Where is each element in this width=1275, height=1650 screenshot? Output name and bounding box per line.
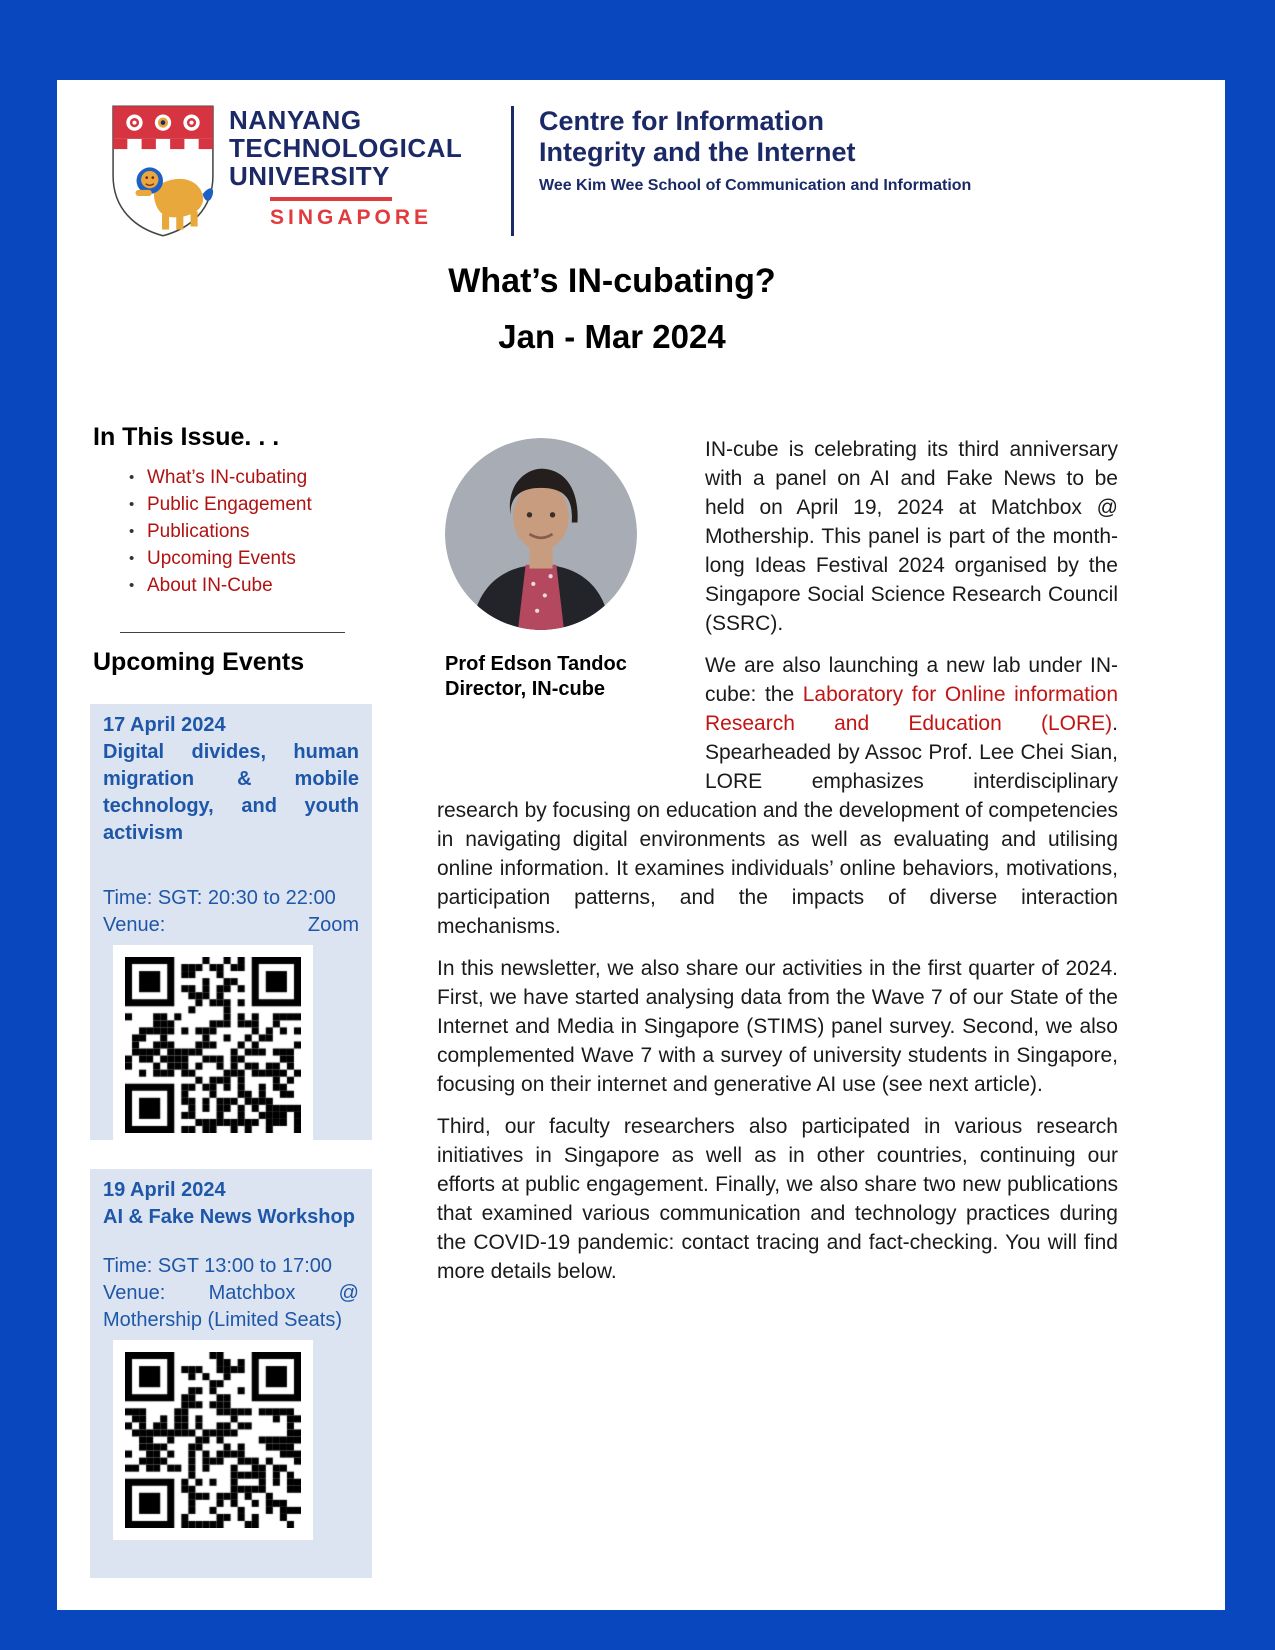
toc-item-public-engagement[interactable]: • Public Engagement <box>119 491 359 518</box>
newsletter-title-line1: What’s IN-cubating? <box>448 262 776 300</box>
event-card-17-april <box>90 704 372 1140</box>
paragraph-research-initiatives: Third, our faculty researchers also participated in various research initiatives in Singapore as well as in other countries, continuing our efforts at public engagement. Finally, we also share two new publications that examined various communication and technology practices during the COVID-19 pandemic: contact tracing and fact-checking. You will find more details below. <box>437 1115 1118 1283</box>
toc-item-whats-incubating[interactable]: • What’s IN-cubating <box>119 464 359 491</box>
in-this-issue-heading: In This Issue. . . <box>93 423 280 451</box>
header-divider <box>511 106 514 236</box>
photo-caption-name: Prof Edson Tandoc <box>445 653 627 675</box>
toc-item-upcoming-events[interactable]: • Upcoming Events <box>119 545 359 572</box>
toc-list <box>119 464 359 599</box>
paragraph-newsletter-activities: In this newsletter, we also share our activities in the first quarter of 2024. First, we have started analysing data from the Wave 7 of our State of the Internet and Media in Singapore (STIMS) panel survey. Second, we also complemented Wave 7 with a survey of university students in Singapore, focusing on their internet and generative AI use (see next article). <box>437 957 1118 1096</box>
director-portrait <box>445 438 637 630</box>
main-article <box>437 435 1118 1299</box>
paragraph-lore-lead: We are also launching a new lab under IN-cube: the <box>705 654 1118 706</box>
event-venue-label: Venue: <box>103 914 166 936</box>
ntu-crest-logo <box>109 102 217 240</box>
ntu-singapore-label: SINGAPORE <box>270 206 433 229</box>
lore-highlight: Laboratory for Online information Research and Education (LORE) <box>705 683 1119 735</box>
event-title: Digital divides, human migration & mobile technology, and youth activism <box>103 741 359 844</box>
director-photo-block <box>437 435 705 781</box>
crest-floret-right <box>183 114 199 130</box>
qr-code-zoom-event <box>125 957 301 1133</box>
ntu-wordmark-line1: NANYANG <box>229 105 362 135</box>
event-title: AI & Fake News Workshop <box>103 1206 355 1228</box>
qr-code-frame <box>113 945 313 1145</box>
portrait-face <box>513 483 569 550</box>
centre-block <box>539 106 1099 195</box>
event-date: 17 April 2024 <box>103 714 226 736</box>
centre-name <box>539 106 1099 168</box>
sidebar-divider <box>120 632 345 633</box>
event-venue-value: Zoom <box>307 914 359 936</box>
toc-item-publications[interactable]: • Publications <box>119 518 359 545</box>
event-venue <box>103 912 359 939</box>
centre-name-line2: Integrity and the Internet <box>539 137 856 167</box>
photo-caption <box>445 652 705 702</box>
event-card-19-april <box>90 1169 372 1578</box>
paragraph-anniversary: IN-cube is celebrating its third anniversary with a panel on AI and Fake News to be held on April 19, 2024 at Matchbox @ Mothership. This panel is part of the month-long Ideas Festival 2024 organised by the Singapore Social Science Research Council (SSRC). <box>705 438 1118 635</box>
newsletter-title <box>57 262 1167 356</box>
photo-caption-role: Director, IN-cube <box>445 678 606 700</box>
centre-name-line1: Centre for Information <box>539 106 825 136</box>
qr-code-frame <box>113 1340 313 1540</box>
qr-code-workshop-event <box>125 1352 301 1528</box>
event-date: 19 April 2024 <box>103 1179 226 1201</box>
ntu-wordmark-line3: UNIVERSITY <box>229 161 391 191</box>
ntu-wordmark-line2: TECHNOLOGICAL <box>229 133 463 163</box>
newsletter-issue-period: Jan - Mar 2024 <box>498 318 726 355</box>
upcoming-events-heading: Upcoming Events <box>93 648 305 676</box>
event-venue: Venue: Matchbox @ Mothership (Limited Seats) <box>103 1282 359 1331</box>
school-name: Wee Kim Wee School of Communication and Information <box>539 177 972 194</box>
crest-floret-left <box>126 114 142 130</box>
event-time: Time: SGT 13:00 to 17:00 <box>103 1255 333 1277</box>
crest-floret-center <box>155 114 171 130</box>
ntu-red-rule <box>270 197 392 201</box>
portrait-shirt <box>518 565 564 630</box>
toc-item-about-in-cube[interactable]: • About IN-Cube <box>119 572 359 599</box>
event-time: Time: SGT: 20:30 to 22:00 <box>103 887 336 909</box>
paragraph-lore-rest: . Spearheaded by Assoc Prof. Lee Chei Sian, LORE emphasizes interdisciplinary research by focusing on education and the development of competencies in navigating digital environments as well as evaluating and utilising online information. It examines individuals’ online behaviors, motivations, participation patterns, and the impacts of diverse interaction mechanisms. <box>437 712 1118 938</box>
newsletter-sheet <box>57 80 1225 1610</box>
ntu-wordmark <box>229 106 462 230</box>
